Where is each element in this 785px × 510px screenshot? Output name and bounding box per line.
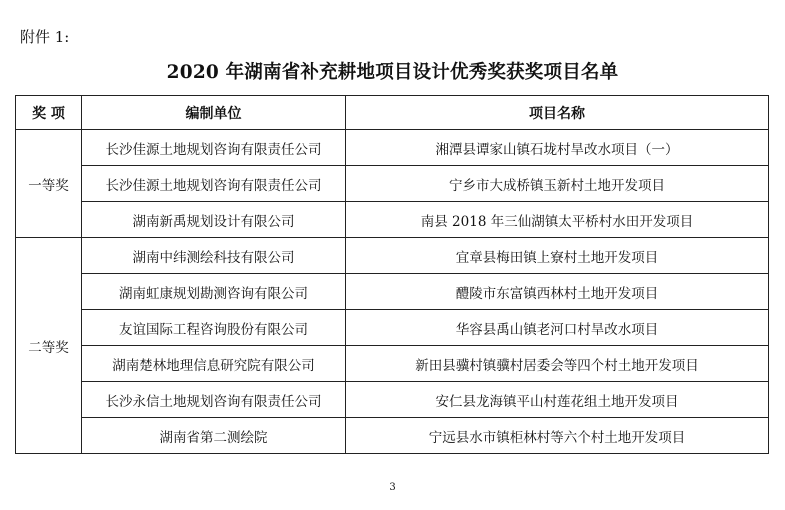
unit-cell: 湖南中纬测绘科技有限公司 xyxy=(82,238,346,274)
table-row xyxy=(16,130,769,166)
award-level-cell: 一等奖 xyxy=(16,130,82,238)
unit-cell: 湖南楚林地理信息研究院有限公司 xyxy=(82,346,346,382)
award-level-cell: 二等奖 xyxy=(16,238,82,454)
header-unit: 编制单位 xyxy=(82,96,346,130)
project-cell: 安仁县龙海镇平山村莲花组土地开发项目 xyxy=(346,382,769,418)
unit-cell: 湖南省第二测绘院 xyxy=(82,418,346,454)
unit-cell: 友谊国际工程咨询股份有限公司 xyxy=(82,310,346,346)
table-row xyxy=(16,202,769,238)
project-cell: 宁乡市大成桥镇玉新村土地开发项目 xyxy=(346,166,769,202)
project-cell: 南县 2018 年三仙湖镇太平桥村水田开发项目 xyxy=(346,202,769,238)
unit-cell: 长沙佳源土地规划咨询有限责任公司 xyxy=(82,166,346,202)
unit-cell: 长沙永信土地规划咨询有限责任公司 xyxy=(82,382,346,418)
unit-cell: 长沙佳源土地规划咨询有限责任公司 xyxy=(82,130,346,166)
table-row xyxy=(16,418,769,454)
unit-cell: 湖南新禹规划设计有限公司 xyxy=(82,202,346,238)
annex-label: 附件 1: xyxy=(20,28,70,46)
document-title: 2020 年湖南省补充耕地项目设计优秀奖获奖项目名单 xyxy=(166,62,619,83)
table-row xyxy=(16,238,769,274)
table-header-row xyxy=(16,96,769,130)
project-cell: 湘潭县谭家山镇石垅村旱改水项目（一） xyxy=(346,130,769,166)
table-row xyxy=(16,382,769,418)
table-row xyxy=(16,166,769,202)
project-cell: 宁远县水市镇柜林村等六个村土地开发项目 xyxy=(346,418,769,454)
project-cell: 宜章县梅田镇上寮村土地开发项目 xyxy=(346,238,769,274)
table-row xyxy=(16,274,769,310)
header-project: 项目名称 xyxy=(346,96,769,130)
awards-table xyxy=(15,95,769,454)
table-row xyxy=(16,346,769,382)
unit-cell: 湖南虹康规划勘测咨询有限公司 xyxy=(82,274,346,310)
table-row xyxy=(16,310,769,346)
page-number: 3 xyxy=(389,482,396,493)
header-award: 奖 项 xyxy=(16,96,82,130)
project-cell: 醴陵市东富镇西林村土地开发项目 xyxy=(346,274,769,310)
project-cell: 华容县禹山镇老河口村旱改水项目 xyxy=(346,310,769,346)
project-cell: 新田县骥村镇骥村居委会等四个村土地开发项目 xyxy=(346,346,769,382)
